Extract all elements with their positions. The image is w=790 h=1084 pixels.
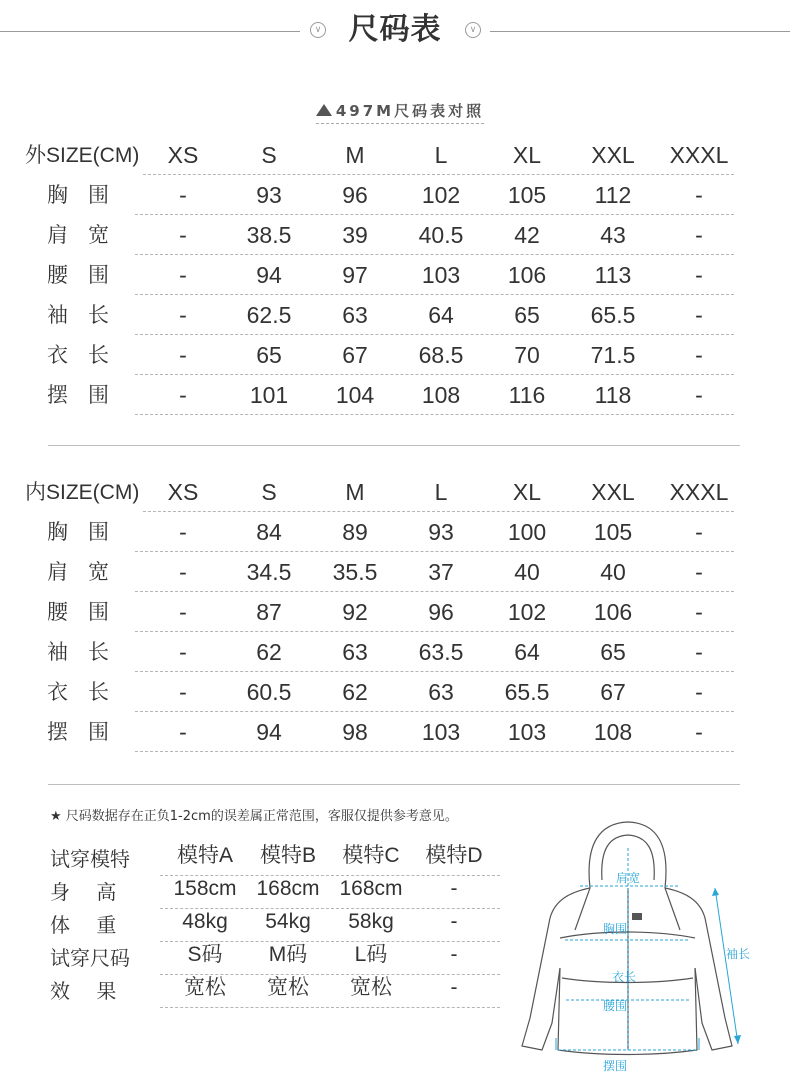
model-cell: 158cm — [173, 877, 237, 900]
model-row-label: 身 高 — [50, 880, 117, 904]
table-cell: - — [179, 679, 187, 705]
model-name: 模特A — [176, 844, 233, 867]
jacket-diagram — [510, 818, 780, 1080]
chest-label: 胸围 — [603, 922, 628, 936]
table-cell: 93 — [256, 182, 282, 208]
table-cell: - — [179, 519, 187, 545]
model-row-label: 效 果 — [50, 979, 117, 1003]
measure-label: 摆围 — [47, 720, 129, 744]
dashed-rule — [135, 711, 734, 712]
inner-size-table — [25, 474, 740, 754]
dashed-rule — [143, 174, 734, 175]
table-cell: - — [695, 182, 703, 208]
table-cell: - — [179, 182, 187, 208]
table-cell: 105 — [593, 519, 633, 545]
triangle-icon — [316, 104, 332, 116]
waist-label: 腰围 — [603, 999, 628, 1013]
model-cell: - — [450, 877, 458, 900]
dashed-rule — [135, 591, 734, 592]
table-cell: 67 — [600, 679, 626, 705]
measure-label: 衣长 — [47, 343, 129, 367]
table-cell: - — [179, 302, 187, 328]
model-cell: - — [450, 910, 458, 933]
table-cell: 103 — [421, 719, 461, 745]
size-column-header: XXL — [591, 142, 635, 168]
table-cell: 102 — [421, 182, 461, 208]
dashed-rule — [143, 511, 734, 512]
table-cell: - — [695, 719, 703, 745]
table-cell: 92 — [342, 599, 368, 625]
table-cell: - — [695, 519, 703, 545]
table-cell: 89 — [342, 519, 368, 545]
chevron-down-icon: ∨ — [465, 22, 481, 38]
subtitle-block — [300, 100, 500, 124]
model-name: 模特D — [425, 844, 483, 867]
table-cell: 62 — [256, 639, 282, 665]
dashed-rule — [135, 631, 734, 632]
measure-label: 胸围 — [47, 520, 129, 544]
table-cell: 35.5 — [332, 559, 378, 585]
subtitle-text: 497M尺码表对照 — [335, 102, 485, 120]
size-column-header: L — [434, 142, 448, 168]
table-cell: - — [695, 302, 703, 328]
size-header-row — [25, 137, 740, 177]
model-cell: S码 — [187, 943, 223, 966]
table-cell: - — [695, 382, 703, 408]
size-column-header: M — [345, 479, 365, 505]
header-rule-right — [490, 31, 790, 32]
table-cell: - — [695, 679, 703, 705]
model-cell: 168cm — [339, 877, 403, 900]
table-cell: 103 — [507, 719, 547, 745]
shoulder-label: 肩宽 — [616, 871, 641, 885]
table-cell: 96 — [428, 599, 454, 625]
table-cell: 84 — [256, 519, 282, 545]
table-cell: - — [695, 599, 703, 625]
table-cell: 64 — [428, 302, 454, 328]
outer-size-table — [25, 137, 740, 417]
table-cell: 65 — [256, 342, 282, 368]
model-name: 模特B — [259, 844, 316, 867]
size-column-header: XL — [512, 142, 542, 168]
model-cell: 宽松 — [184, 976, 226, 999]
model-cell: 168cm — [256, 877, 320, 900]
table-cell: 93 — [428, 519, 454, 545]
table-cell: - — [695, 639, 703, 665]
dashed-rule — [135, 414, 734, 415]
size-column-header: M — [345, 142, 365, 168]
table-cell: 106 — [507, 262, 547, 288]
table-row — [25, 297, 740, 337]
table-cell: 104 — [335, 382, 375, 408]
model-cell: M码 — [268, 943, 308, 966]
table-row — [25, 634, 740, 674]
table-row — [25, 377, 740, 417]
model-cell: 宽松 — [267, 976, 309, 999]
table-cell: 94 — [256, 262, 282, 288]
model-cell: - — [450, 976, 458, 999]
table-cell: 113 — [594, 262, 632, 288]
table-cell: 105 — [507, 182, 547, 208]
size-column-header: S — [261, 479, 277, 505]
size-table-label: 内SIZE(CM) — [25, 481, 140, 504]
table-cell: 63.5 — [418, 639, 464, 665]
sleeve-label: 袖长 — [726, 947, 751, 961]
size-column-header: XS — [167, 479, 199, 505]
header-rule-left — [0, 31, 300, 32]
measure-label: 胸围 — [47, 183, 129, 207]
table-row — [25, 674, 740, 714]
table-cell: 60.5 — [246, 679, 292, 705]
table-cell: 101 — [249, 382, 289, 408]
table-cell: 112 — [594, 182, 632, 208]
dashed-rule — [160, 1007, 500, 1008]
dashed-rule — [135, 254, 734, 255]
table-cell: 43 — [600, 222, 626, 248]
dashed-rule — [135, 214, 734, 215]
hem-label: 摆围 — [603, 1059, 628, 1073]
table-cell: 62.5 — [246, 302, 292, 328]
table-row — [25, 714, 740, 754]
table-cell: 65 — [514, 302, 540, 328]
table-cell: 62 — [342, 679, 368, 705]
table-cell: 71.5 — [590, 342, 636, 368]
table-cell: - — [179, 342, 187, 368]
measure-label: 腰围 — [47, 600, 129, 624]
dashed-rule — [135, 671, 734, 672]
table-cell: 40 — [600, 559, 626, 585]
table-row — [25, 554, 740, 594]
table-cell: 98 — [342, 719, 368, 745]
measure-label: 摆围 — [47, 383, 129, 407]
length-label: 衣长 — [612, 970, 637, 984]
table-cell: 65.5 — [590, 302, 636, 328]
size-table-label: 外SIZE(CM) — [25, 144, 140, 167]
size-column-header: S — [261, 142, 277, 168]
table-cell: 116 — [508, 382, 546, 408]
table-cell: 63 — [428, 679, 454, 705]
table-row — [25, 594, 740, 634]
model-cell: 58kg — [348, 910, 394, 933]
section-divider — [48, 784, 740, 785]
table-cell: 39 — [342, 222, 368, 248]
measure-label: 肩宽 — [47, 560, 129, 584]
model-row-label: 试穿尺码 — [50, 946, 130, 970]
table-cell: 87 — [256, 599, 282, 625]
dashed-rule — [135, 751, 734, 752]
table-cell: 68.5 — [418, 342, 464, 368]
table-cell: - — [179, 382, 187, 408]
table-cell: 106 — [593, 599, 633, 625]
table-cell: - — [695, 559, 703, 585]
table-cell: 64 — [514, 639, 540, 665]
table-cell: 34.5 — [246, 559, 292, 585]
model-cell: 54kg — [265, 910, 311, 933]
table-cell: - — [179, 719, 187, 745]
chevron-down-icon: ∨ — [310, 22, 326, 38]
model-row-label: 体 重 — [50, 913, 117, 937]
table-cell: 94 — [256, 719, 282, 745]
table-cell: 37 — [428, 559, 454, 585]
table-cell: 42 — [514, 222, 540, 248]
table-cell: 118 — [594, 382, 632, 408]
table-cell: 97 — [342, 262, 368, 288]
table-cell: 108 — [593, 719, 633, 745]
size-column-header: XXXL — [669, 479, 729, 505]
table-cell: 96 — [342, 182, 368, 208]
table-cell: 103 — [421, 262, 461, 288]
model-cell: - — [450, 943, 458, 966]
table-cell: 40.5 — [418, 222, 464, 248]
dashed-rule — [135, 334, 734, 335]
table-cell: - — [695, 262, 703, 288]
dashed-rule — [135, 294, 734, 295]
table-cell: - — [179, 222, 187, 248]
measure-label: 衣长 — [47, 680, 129, 704]
table-cell: - — [179, 639, 187, 665]
table-row — [25, 177, 740, 217]
table-cell: - — [179, 559, 187, 585]
table-cell: 38.5 — [246, 222, 292, 248]
table-cell: 70 — [514, 342, 540, 368]
dashed-rule — [135, 374, 734, 375]
table-cell: 40 — [514, 559, 540, 585]
model-row — [50, 975, 500, 1008]
size-column-header: XXL — [591, 479, 635, 505]
table-cell: - — [695, 222, 703, 248]
table-cell: 65.5 — [504, 679, 550, 705]
section-divider — [48, 445, 740, 446]
size-column-header: L — [434, 479, 448, 505]
dashed-rule — [135, 551, 734, 552]
table-cell: 108 — [421, 382, 461, 408]
measure-label: 肩宽 — [47, 223, 129, 247]
logo-icon — [632, 913, 642, 920]
table-row — [25, 257, 740, 297]
size-column-header: XXXL — [669, 142, 729, 168]
measure-label: 袖长 — [47, 640, 129, 664]
table-cell: - — [179, 262, 187, 288]
table-cell: 100 — [507, 519, 547, 545]
table-row — [25, 514, 740, 554]
page-title: 尺码表 — [348, 12, 442, 47]
table-cell: 102 — [507, 599, 547, 625]
table-cell: 63 — [342, 302, 368, 328]
model-name: 模特C — [342, 844, 400, 867]
table-row — [25, 337, 740, 377]
size-column-header: XS — [167, 142, 199, 168]
measure-label: 袖长 — [47, 303, 129, 327]
model-cell: L码 — [354, 943, 388, 966]
table-cell: 65 — [600, 639, 626, 665]
tolerance-note: ★ 尺码数据存在正负1-2cm的误差属正常范围，客服仅提供参考意见。 — [50, 809, 458, 824]
table-cell: 63 — [342, 639, 368, 665]
size-column-header: XL — [512, 479, 542, 505]
subtitle — [316, 100, 484, 124]
table-row — [25, 217, 740, 257]
model-cell: 48kg — [182, 910, 228, 933]
table-cell: 67 — [342, 342, 368, 368]
jacket-outline — [510, 818, 780, 1080]
measure-label: 腰围 — [47, 263, 129, 287]
table-cell: - — [695, 342, 703, 368]
table-cell: - — [179, 599, 187, 625]
model-cell: 宽松 — [350, 976, 392, 999]
size-header-row — [25, 474, 740, 514]
model-header-label: 试穿模特 — [50, 847, 130, 871]
